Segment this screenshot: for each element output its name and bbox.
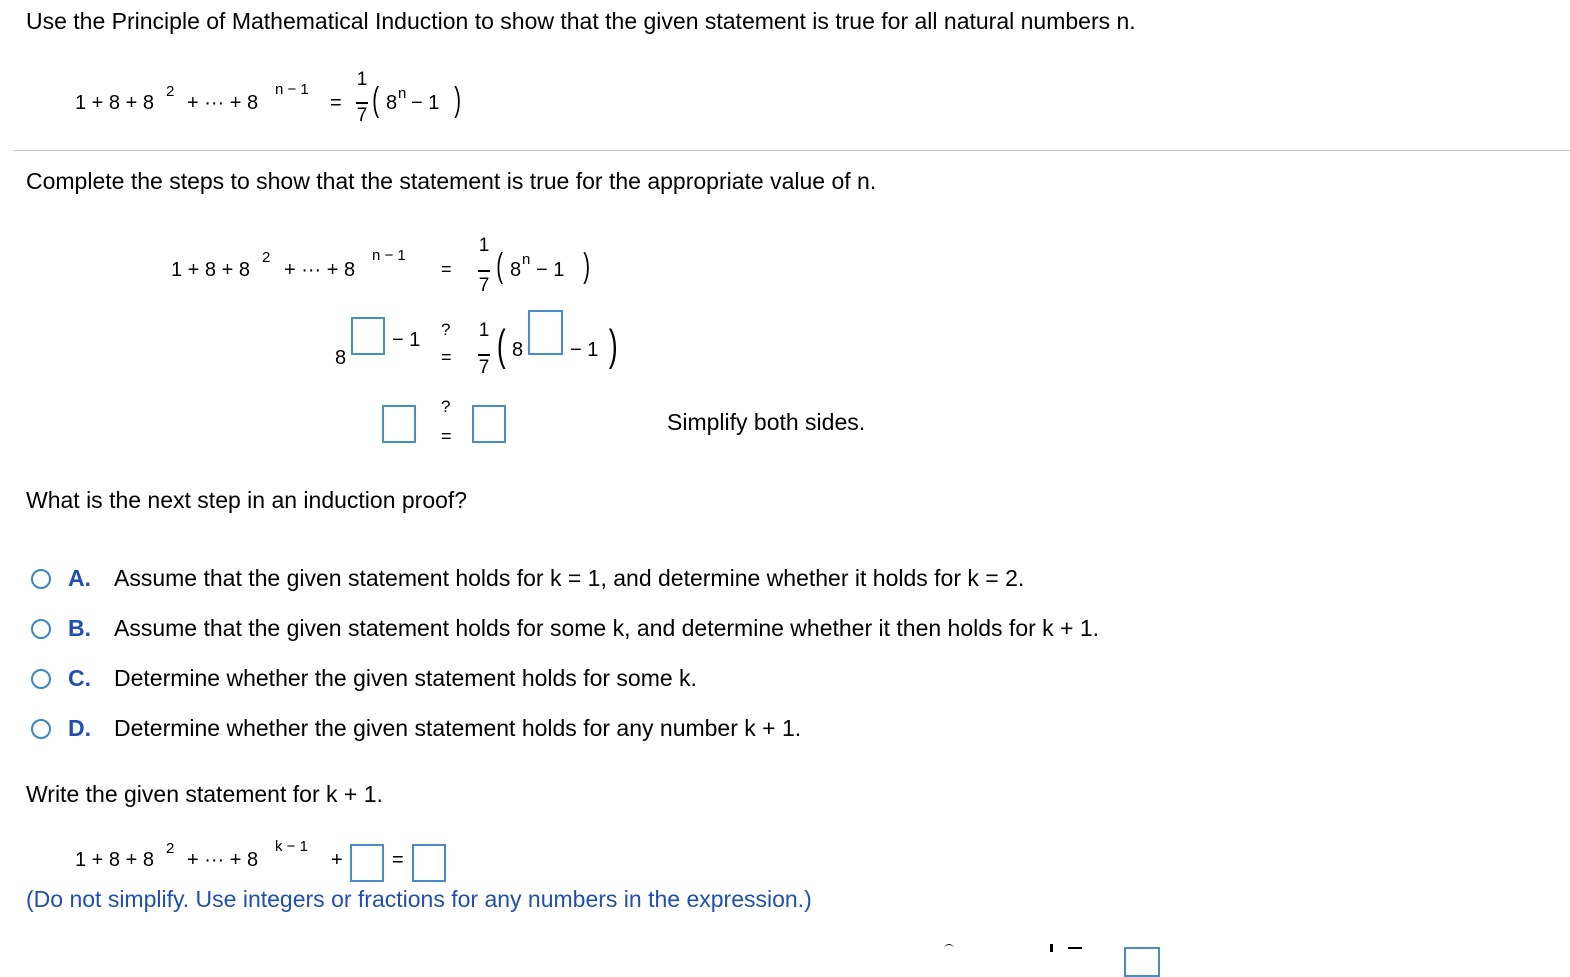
k-plus-1-prompt: Write the given statement for k + 1. <box>26 781 383 807</box>
option-d-text[interactable]: Determine whether the given statement holds for any number k + 1. <box>114 715 802 741</box>
option-a-radio[interactable] <box>31 569 51 589</box>
statement-rhs-exp: n <box>398 85 407 102</box>
option-a-text[interactable]: Assume that the given statement holds for k = 1, and determine whether it holds for k = 2. <box>114 565 1025 591</box>
line3-lhs-input[interactable] <box>382 405 416 443</box>
kp1-rhs-input[interactable] <box>412 844 446 882</box>
line1-frac-num: 1 <box>478 235 490 256</box>
line1-rhs-exp: n <box>522 251 531 268</box>
line2-exp-tail: − 1 <box>392 329 421 351</box>
base-case-instruction: Complete the steps to show that the statement is true for the appropriate value of n. <box>26 168 877 194</box>
line2-frac-bar <box>478 354 490 356</box>
option-d-radio[interactable] <box>31 719 51 739</box>
option-c-label: C. <box>68 665 91 691</box>
line1-lhs-exp: n − 1 <box>372 247 406 264</box>
line1-paren-open: ( <box>496 247 504 285</box>
line1-equals: = <box>441 259 452 279</box>
line2-rhs-base: 8 <box>512 339 524 361</box>
line2-rhs-exponent-input[interactable] <box>528 310 563 355</box>
line2-equals: = <box>441 347 452 367</box>
line1-lhs-sup: 2 <box>262 249 271 266</box>
kp1-lhs-mid: + ··· + 8 <box>187 849 259 871</box>
cutoff-glyph-2 <box>1050 944 1053 952</box>
line1-lhs: 1 + 8 + 8 <box>171 259 250 281</box>
statement-frac-num: 1 <box>356 69 368 90</box>
statement-lhs-mid: + ··· + 8 <box>187 92 259 114</box>
statement-lhs: 1 + 8 + 8 <box>75 92 154 114</box>
cutoff-input[interactable] <box>1124 947 1160 977</box>
statement-frac-den: 7 <box>356 105 368 126</box>
line1-rhs-tail: − 1 <box>536 259 565 281</box>
next-step-prompt: What is the next step in an induction proof? <box>26 487 468 513</box>
statement-paren-open: ( <box>372 81 380 119</box>
line2-frac-den: 7 <box>478 357 490 378</box>
option-b-radio[interactable] <box>31 619 51 639</box>
line2-question-mark: ? <box>441 320 451 339</box>
line3-rhs-input[interactable] <box>472 405 506 443</box>
statement-rhs-tail: − 1 <box>411 92 440 114</box>
line1-lhs-mid: + ··· + 8 <box>284 259 356 281</box>
cutoff-glyph-3 <box>1068 947 1082 949</box>
line2-exponent-input[interactable] <box>351 317 385 355</box>
option-d-label: D. <box>68 715 91 741</box>
option-a-label: A. <box>68 565 91 591</box>
kp1-term-input[interactable] <box>350 844 384 882</box>
line2-base: 8 <box>335 347 347 369</box>
statement-rhs-base: 8 <box>386 92 398 114</box>
statement-paren-close: ) <box>454 81 462 119</box>
statement-frac-bar <box>356 102 368 104</box>
kp1-lhs-sup: 2 <box>166 840 175 857</box>
simplify-hint: Simplify both sides. <box>667 409 866 435</box>
line1-rhs-base: 8 <box>510 259 522 281</box>
line2-paren-close: ) <box>608 321 618 370</box>
section-divider <box>14 150 1570 151</box>
line1-frac-bar <box>478 270 490 272</box>
option-c-radio[interactable] <box>31 669 51 689</box>
kp1-lhs-exp: k − 1 <box>275 838 308 855</box>
line1-paren-close: ) <box>583 247 591 285</box>
k-plus-1-note: (Do not simplify. Use integers or fractions for any numbers in the expression.) <box>26 886 812 912</box>
line1-frac-den: 7 <box>478 275 490 296</box>
line2-rhs-tail: − 1 <box>570 339 599 361</box>
cutoff-glyph-1 <box>944 944 954 949</box>
kp1-plus: + <box>331 849 343 871</box>
line3-question-mark: ? <box>441 397 451 416</box>
kp1-lhs: 1 + 8 + 8 <box>75 849 154 871</box>
option-b-label: B. <box>68 615 91 641</box>
statement-lhs-sup: 2 <box>166 83 175 100</box>
line2-frac-num: 1 <box>478 320 490 341</box>
kp1-equals: = <box>392 849 404 871</box>
question-intro: Use the Principle of Mathematical Induction to show that the given statement is true for all natural numbers n. <box>26 8 1136 34</box>
line3-equals: = <box>441 426 452 446</box>
statement-lhs-exp: n − 1 <box>275 81 309 98</box>
line2-paren-open: ( <box>496 321 506 370</box>
option-b-text[interactable]: Assume that the given statement holds for some k, and determine whether it then holds for k + 1. <box>114 615 1100 641</box>
statement-equals: = <box>330 92 342 114</box>
option-c-text[interactable]: Determine whether the given statement holds for some k. <box>114 665 697 691</box>
